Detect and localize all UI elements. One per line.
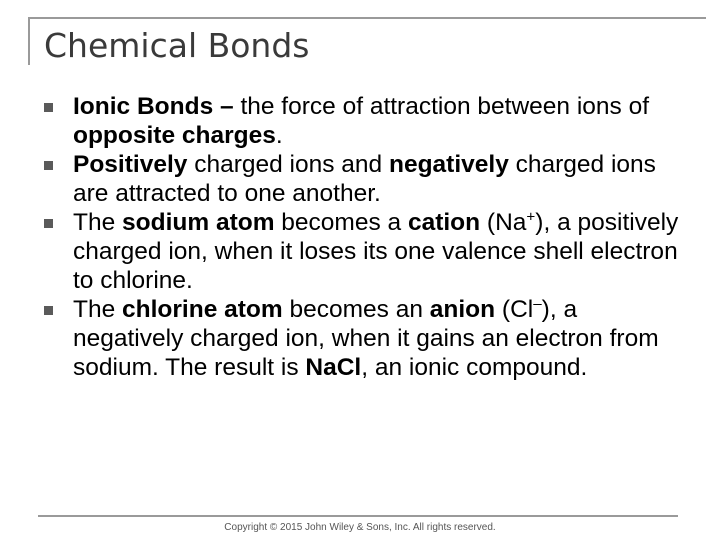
superscript-run: + <box>526 208 536 226</box>
bold-text-run: opposite charges <box>73 122 276 149</box>
title-divider-vertical <box>28 17 30 65</box>
text-run: charged ions and <box>187 151 389 178</box>
bold-text-run: chlorine atom <box>122 296 283 323</box>
bold-text-run: Ionic Bonds – <box>73 93 241 120</box>
text-run: (Cl <box>495 296 534 323</box>
bullet-item <box>44 295 694 382</box>
bullet-text <box>73 296 659 381</box>
bullet-text <box>73 209 678 294</box>
text-run: , an ionic compound. <box>361 354 588 381</box>
square-bullet-icon <box>44 103 53 112</box>
text-run: (Na <box>480 209 527 236</box>
copyright-notice: Copyright © 2015 John Wiley & Sons, Inc. All rights reserved. <box>224 522 496 533</box>
bold-text-run: NaCl <box>305 354 362 381</box>
bullet-text <box>73 93 649 149</box>
bullet-list <box>44 92 694 382</box>
bullet-item <box>44 150 694 208</box>
footer-divider <box>38 515 678 517</box>
bold-text-run: negatively <box>388 151 509 178</box>
text-run: ), a negatively charged ion, when it gains an electron from sodium. The result is <box>73 296 659 381</box>
square-bullet-icon <box>44 306 53 315</box>
text-run: charged ions are attracted to one another. <box>73 151 656 207</box>
slide-title: Chemical Bonds <box>44 26 310 65</box>
text-run: The <box>73 296 123 323</box>
bold-text-run: Positively <box>73 151 188 178</box>
text-run: . <box>275 122 283 149</box>
text-run: the force of attraction between ions of <box>240 93 650 120</box>
square-bullet-icon <box>44 161 53 170</box>
title-divider-horizontal <box>28 17 706 19</box>
text-run: ), a positively charged ion, when it loses its one valence shell electron to chlorine. <box>73 209 679 294</box>
text-run: becomes an <box>282 296 430 323</box>
superscript-run: – <box>533 295 542 313</box>
text-run: The <box>73 209 123 236</box>
bullet-item <box>44 208 694 295</box>
bold-text-run: cation <box>407 209 481 236</box>
text-run: becomes a <box>274 209 408 236</box>
square-bullet-icon <box>44 219 53 228</box>
bold-text-run: sodium atom <box>122 209 275 236</box>
bullet-item <box>44 92 694 150</box>
bold-text-run: anion <box>429 296 496 323</box>
bullet-text <box>73 151 656 207</box>
